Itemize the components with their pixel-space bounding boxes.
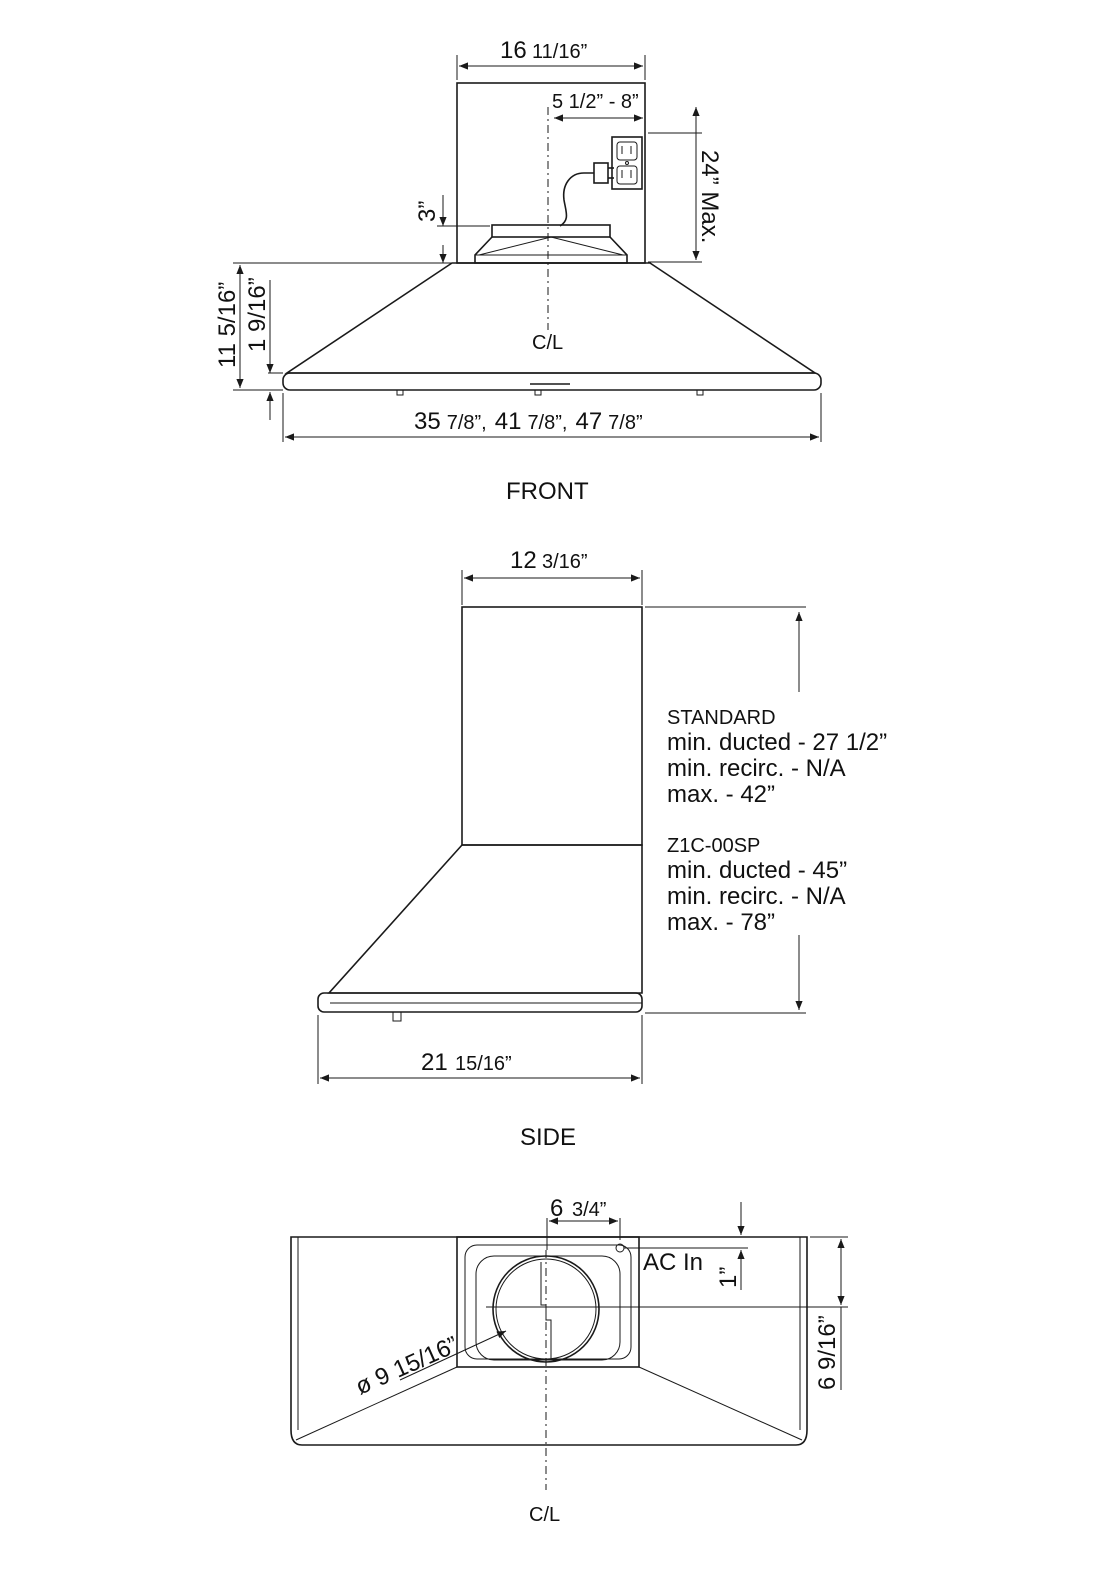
front-centerline-label: C/L	[532, 332, 564, 354]
top-depth-label: 6 9/16”	[814, 1315, 841, 1390]
side-control-knob	[393, 1012, 401, 1021]
standard-line-1: min. ducted - 27 1/2”	[667, 729, 888, 756]
front-hood-rim	[283, 373, 821, 390]
side-view-title: SIDE	[520, 1124, 577, 1151]
front-view-title: FRONT	[506, 478, 589, 505]
side-chimney	[462, 607, 642, 845]
standard-heading: STANDARD	[667, 707, 776, 729]
front-width-top-main: 16	[500, 37, 527, 64]
side-chimney-width-main: 12	[510, 547, 537, 574]
front-view	[214, 37, 821, 505]
front-outlet-height-label: 24” Max.	[696, 150, 723, 244]
side-depth-main: 21	[421, 1049, 448, 1076]
front-widths-label: 35 7/8”, 41 7/8”, 47 7/8”	[414, 408, 643, 435]
ac-in-label: AC In	[643, 1249, 704, 1276]
top-centerline-label: C/L	[529, 1504, 561, 1526]
front-edge-height-label: 1 9/16”	[244, 277, 271, 352]
front-width-top-frac: 11/16”	[532, 41, 588, 63]
side-depth-frac: 15/16”	[455, 1053, 512, 1075]
extension-line-1: min. ducted - 45”	[667, 857, 848, 884]
extension-line-3: max. - 78”	[667, 909, 776, 936]
duct-diameter-label: ø 9 15/16”	[351, 1331, 463, 1401]
side-chimney-width-frac: 3/16”	[542, 551, 588, 573]
power-outlet-icon	[612, 137, 642, 189]
front-hood-canopy	[287, 263, 815, 373]
top-view	[291, 1195, 848, 1526]
front-overall-height-label: 11 5/16”	[214, 281, 241, 368]
side-hood-canopy	[329, 845, 642, 993]
ac-offset-label: 1”	[715, 1266, 742, 1288]
extension-line-2: min. recirc. - N/A	[667, 883, 846, 910]
standard-line-3: max. - 42”	[667, 781, 776, 808]
extension-heading: Z1C-00SP	[667, 835, 761, 857]
standard-line-2: min. recirc. - N/A	[667, 755, 846, 782]
front-collar-height-label: 3”	[414, 200, 441, 222]
front-offset-label: 5 1/2” - 8”	[552, 91, 639, 113]
power-plug-icon	[560, 163, 614, 226]
top-duct-offset-frac: 3/4”	[572, 1199, 607, 1221]
side-view	[318, 547, 887, 1151]
top-duct-offset-main: 6	[550, 1195, 564, 1222]
front-duct-collar	[475, 225, 627, 263]
